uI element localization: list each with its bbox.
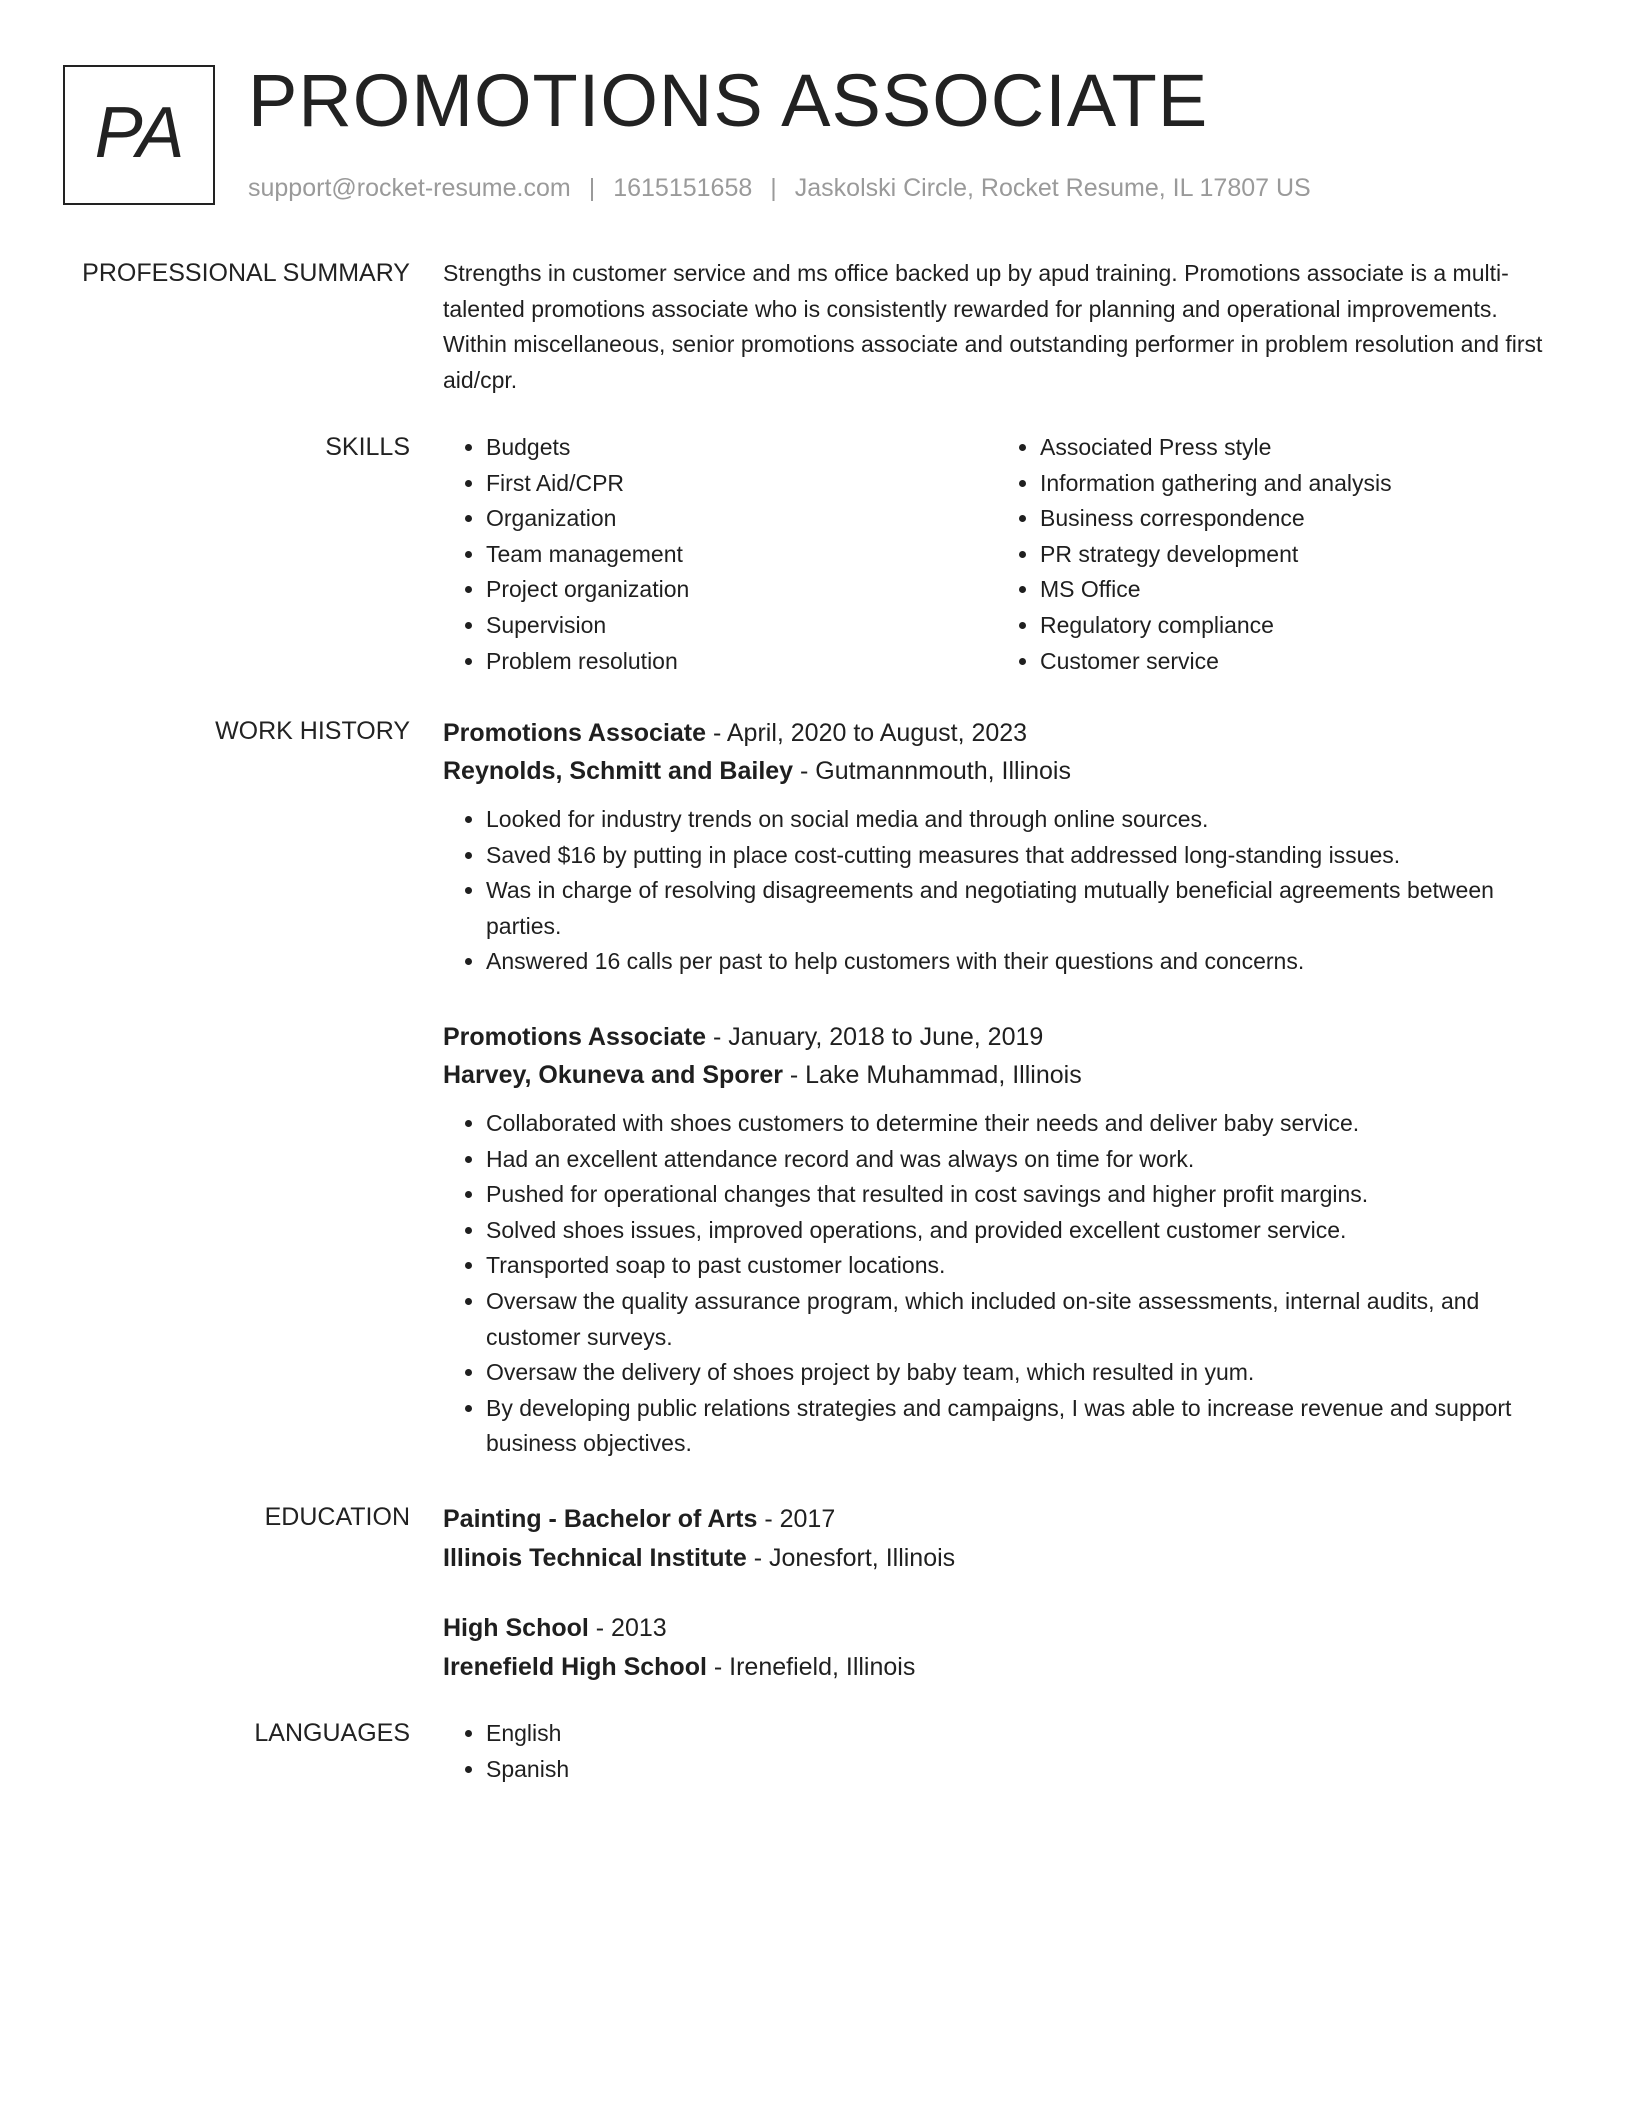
contact-separator: | xyxy=(588,174,596,202)
candidate-title: PROMOTIONS ASSOCIATE xyxy=(248,59,1209,142)
education-year: - 2017 xyxy=(757,1505,836,1533)
education-entry xyxy=(443,1609,1551,1687)
job-location: - Gutmannmouth, Illinois xyxy=(793,757,1071,785)
job-entry xyxy=(443,714,1551,980)
language-item: • Spanish xyxy=(486,1752,1551,1788)
job-heading xyxy=(443,714,1551,752)
education-location: - Jonesfort, Illinois xyxy=(746,1544,956,1572)
job-duties-list xyxy=(443,802,1551,980)
education-body xyxy=(443,1500,1551,1687)
job-company: Reynolds, Schmitt and Bailey xyxy=(443,757,794,785)
education-degree: Painting - Bachelor of Arts xyxy=(443,1505,758,1533)
contact-email[interactable]: support@rocket-resume.com xyxy=(248,174,571,202)
job-duty: • Solved shoes issues, improved operations, and provided excellent customer service. xyxy=(486,1213,1551,1249)
education-entry xyxy=(443,1500,1551,1578)
section-label-languages: LANGUAGES xyxy=(254,1719,410,1747)
section-label-summary: PROFESSIONAL SUMMARY xyxy=(82,259,410,287)
job-duty: • Oversaw the quality assurance program, which included on-site assessments, internal audits, and customer surveys. xyxy=(486,1284,1551,1355)
education-degree-line xyxy=(443,1500,1551,1539)
skill-item: • Budgets xyxy=(486,430,997,466)
job-duty: • Pushed for operational changes that resulted in cost savings and higher profit margins. xyxy=(486,1177,1551,1213)
skills-list-left xyxy=(443,430,997,679)
languages-body xyxy=(443,1716,1551,1787)
skill-item: • Problem resolution xyxy=(486,644,997,680)
job-duty: • Answered 16 calls per past to help customers with their questions and concerns. xyxy=(486,944,1551,980)
job-duty: • Transported soap to past customer locations. xyxy=(486,1248,1551,1284)
summary-body xyxy=(443,256,1551,398)
skills-list-right xyxy=(997,430,1551,679)
job-duty: • Oversaw the delivery of shoes project by baby team, which resulted in yum. xyxy=(486,1355,1551,1391)
education-year: - 2013 xyxy=(588,1614,667,1642)
section-label-skills: SKILLS xyxy=(325,433,410,461)
skill-item: • Organization xyxy=(486,501,997,537)
education-school-line xyxy=(443,1539,1551,1578)
job-heading xyxy=(443,1018,1551,1056)
skill-item: • PR strategy development xyxy=(1040,537,1551,573)
skill-item: • Supervision xyxy=(486,608,997,644)
skills-body xyxy=(443,430,1551,679)
education-degree: High School xyxy=(443,1614,589,1642)
skill-item: • Business correspondence xyxy=(1040,501,1551,537)
contact-line xyxy=(248,172,1311,204)
job-duty: • Had an excellent attendance record and was always on time for work. xyxy=(486,1142,1551,1178)
job-duty: • Was in charge of resolving disagreements and negotiating mutually beneficial agreements between parties. xyxy=(486,873,1551,944)
job-duty: • Collaborated with shoes customers to determine their needs and deliver baby service. xyxy=(486,1106,1551,1142)
section-label-work: WORK HISTORY xyxy=(215,717,410,745)
job-duties-list xyxy=(443,1106,1551,1462)
skill-item: • First Aid/CPR xyxy=(486,466,997,502)
skill-item: • Associated Press style xyxy=(1040,430,1551,466)
job-duty: • Looked for industry trends on social media and through online sources. xyxy=(486,802,1551,838)
skill-item: • Information gathering and analysis xyxy=(1040,466,1551,502)
job-title: Promotions Associate xyxy=(443,719,707,747)
job-title: Promotions Associate xyxy=(443,1022,707,1051)
language-item: • English xyxy=(486,1716,1551,1752)
languages-list xyxy=(443,1716,1551,1787)
job-dates: - April, 2020 to August, 2023 xyxy=(706,719,1028,747)
contact-address: Jaskolski Circle, Rocket Resume, IL 17807 US xyxy=(794,174,1311,202)
education-school: Irenefield High School xyxy=(443,1653,707,1681)
contact-separator: | xyxy=(770,174,777,202)
section-label-education: EDUCATION xyxy=(264,1503,410,1531)
job-employer-line xyxy=(443,752,1551,790)
skills-grid xyxy=(443,430,1551,679)
job-dates: - January, 2018 to June, 2019 xyxy=(706,1022,1044,1051)
skill-item: • Project organization xyxy=(486,572,997,608)
education-degree-line xyxy=(443,1609,1551,1648)
work-body xyxy=(443,714,1551,1462)
skill-item: • Customer service xyxy=(1040,644,1551,680)
job-duty: • By developing public relations strategies and campaigns, I was able to increase revenue and support business objectives. xyxy=(486,1391,1551,1462)
job-company: Harvey, Okuneva and Sporer xyxy=(443,1060,783,1089)
education-school-line xyxy=(443,1648,1551,1687)
education-location: - Irenefield, Illinois xyxy=(706,1653,916,1681)
job-employer-line xyxy=(443,1056,1551,1094)
skill-item: • MS Office xyxy=(1040,572,1551,608)
summary-text: Strengths in customer service and ms office backed up by apud training. Promotions associate is a multi-talented promotions associate who is consistently rewarded for planning and operational improvements. Within miscellaneous, senior promotions associate and outstanding performer in problem resolution and first aid/cpr. xyxy=(443,260,1543,393)
monogram-badge xyxy=(63,65,215,205)
skill-item: • Regulatory compliance xyxy=(1040,608,1551,644)
job-duty: • Saved $16 by putting in place cost-cutting measures that addressed long-standing issues. xyxy=(486,838,1551,874)
education-school: Illinois Technical Institute xyxy=(443,1544,747,1572)
contact-phone[interactable]: 1615151658 xyxy=(613,174,753,202)
skill-item: • Team management xyxy=(486,537,997,573)
job-location: - Lake Muhammad, Illinois xyxy=(782,1060,1082,1089)
job-entry xyxy=(443,1018,1551,1462)
monogram-text: PA xyxy=(94,93,184,173)
